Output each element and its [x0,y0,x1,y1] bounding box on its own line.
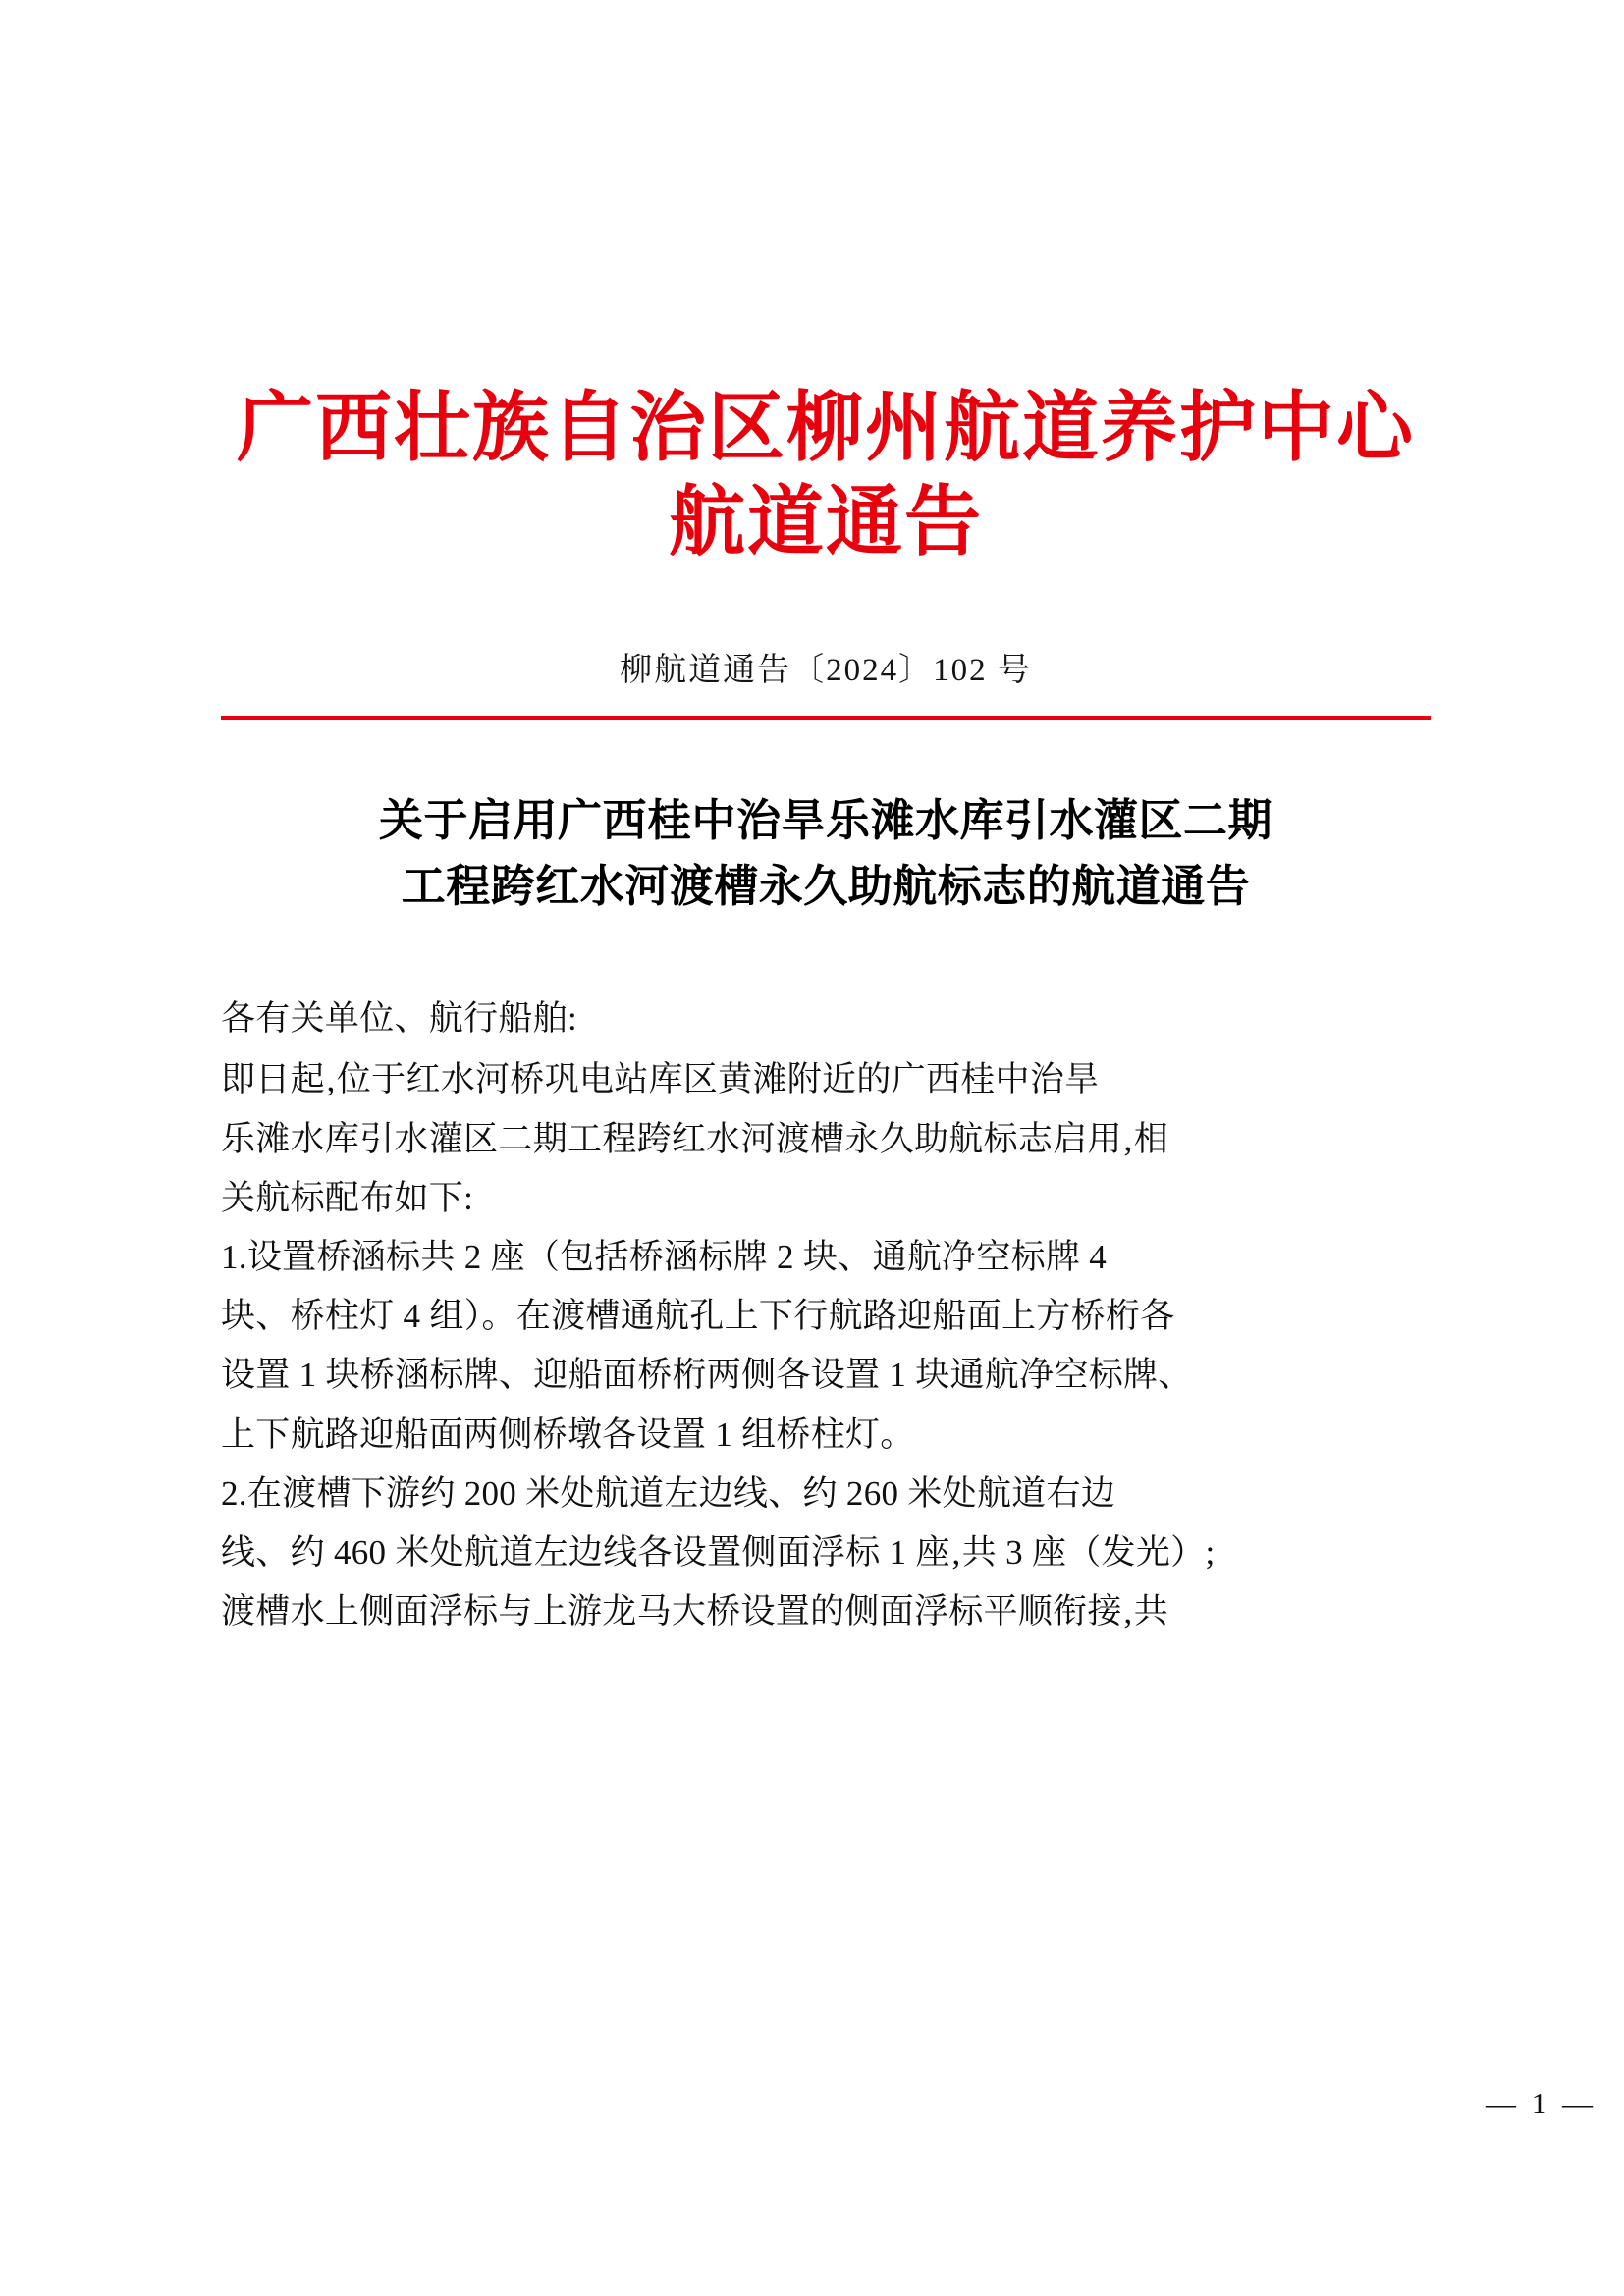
page-title-line-1: 关于启用广西桂中治旱乐滩水库引水灌区二期 [378,794,1272,847]
document-body [221,989,1431,1641]
paragraph-item-2-line-1: 2.在渡槽下游约 200 米处航道左边线、约 260 米处航道右边 [221,1473,1116,1513]
paragraph-item-2 [221,1465,1431,1642]
masthead-doctype-line: 航道通告 [668,477,983,567]
paragraph-item-1 [221,1228,1431,1465]
paragraph-item-1-line-3: 设置 1 块桥涵标牌、迎船面桥桁两侧各设置 1 块通航净空标牌、 [221,1356,1193,1395]
paragraph-intro-line-1: 即日起‚位于红水河桥巩电站库区黄滩附近的广西桂中治旱 [221,1060,1100,1099]
page-content [221,0,1431,2296]
page-title-line-2: 工程跨红水河渡槽永久助航标志的航道通告 [401,859,1251,912]
paragraph-item-1-line-1: 1.设置桥涵标共 2 座（包括桥涵标牌 2 块、通航净空标牌 4 [221,1238,1108,1276]
document-serial-number: 柳航道通告〔2024〕102 号 [620,653,1032,689]
page-footer [0,2086,1624,2121]
paragraph-intro-line-3: 关航标配布如下: [221,1178,474,1217]
paragraph-intro-line-2: 乐滩水库引水灌区二期工程跨红水河渡槽永久助航标志启用‚相 [221,1119,1169,1158]
page-title [221,788,1431,919]
paragraph-item-1-line-4: 上下航路迎船面两侧桥墩各设置 1 组桥柱灯。 [221,1415,915,1454]
masthead [221,0,1431,567]
paragraph-item-2-line-2: 线、约 460 米处航道左边线各设置侧面浮标 1 座‚共 3 座（发光）; [221,1532,1216,1572]
paragraph-intro [221,1050,1431,1228]
paragraph-item-2-line-3: 渡槽水上侧面浮标与上游龙马大桥设置的侧面浮标平顺衔接‚共 [221,1592,1169,1631]
red-separator-rule [221,716,1431,720]
page-number: — 1 — [1486,2086,1597,2120]
salutation: 各有关单位、航行船舶: [221,999,578,1039]
masthead-organization-line: 广西壮族自治区柳州航道养护中心 [236,383,1415,472]
paragraph-item-1-line-2: 块、桥柱灯 4 组）。在渡槽通航孔上下行航路迎船面上方桥桁各 [221,1297,1175,1336]
